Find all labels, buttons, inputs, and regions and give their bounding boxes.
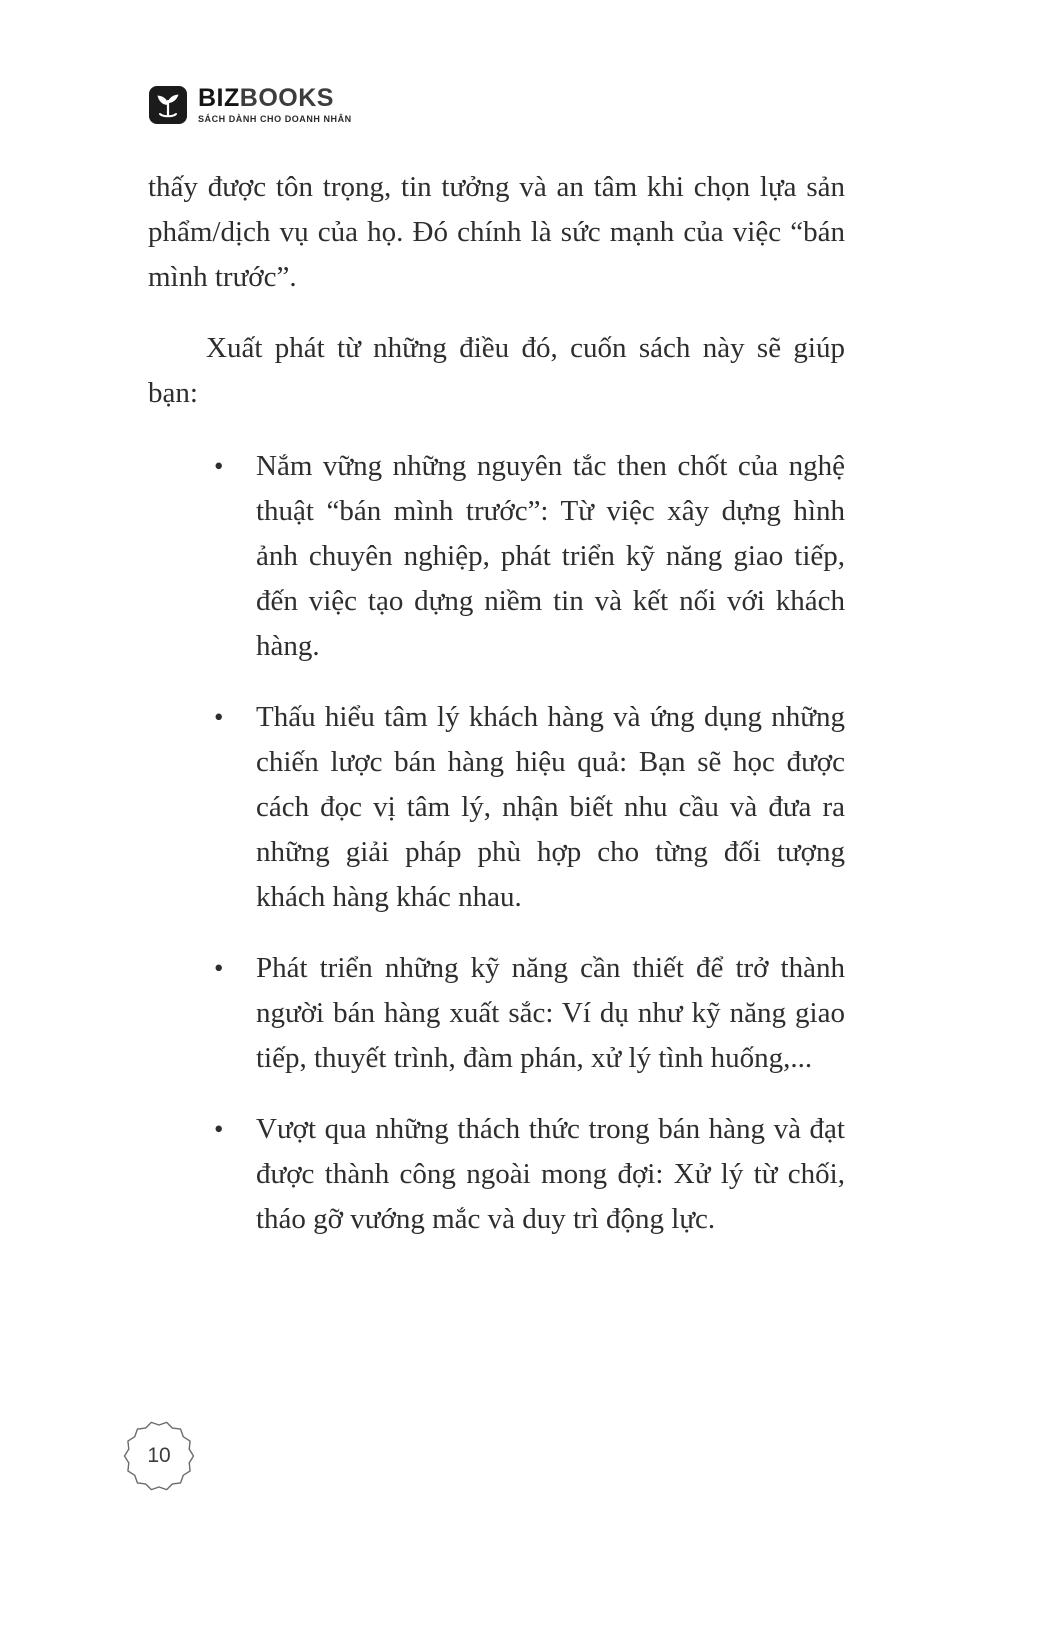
- list-item: [214, 946, 845, 1081]
- brand-biz: BIZ: [198, 84, 240, 112]
- publisher-header: [148, 85, 845, 125]
- bullet-text: Thấu hiểu tâm lý khách hàng và ứng dụng những chiến lược bán hàng hiệu quả: Bạn sẽ học được cách đọc vị tâm lý, nhận biết nhu cầu và đưa ra những giải pháp phù hợp cho từng đối tượng khách hàng khác nhau.: [256, 701, 845, 913]
- bullet-text: Phát triển những kỹ năng cần thiết để trở thành người bán hàng xuất sắc: Ví dụ như kỹ năng giao tiếp, thuyết trình, đàm phán, xử lý tình huống,...: [256, 952, 845, 1074]
- brand-name: [198, 85, 352, 111]
- brand-tagline: SÁCH DÀNH CHO DOANH NHÂN: [198, 114, 352, 125]
- paragraph-2: Xuất phát từ những điều đó, cuốn sách này sẽ giúp bạn:: [148, 332, 845, 409]
- bullet-text: Vượt qua những thách thức trong bán hàng và đạt được thành công ngoài mong đợi: Xử lý từ chối, tháo gỡ vướng mắc và duy trì động lực.: [256, 1113, 845, 1235]
- bullet-text: Nắm vững những nguyên tắc then chốt của nghệ thuật “bán mình trước”: Từ việc xây dựng hình ảnh chuyên nghiệp, phát triển kỹ năng giao tiếp, đến việc tạo dựng niềm tin và kết nối với khách hàng.: [256, 450, 845, 662]
- publisher-brand: [198, 85, 352, 124]
- bullet-list: [148, 444, 845, 1242]
- list-item: [214, 444, 845, 669]
- bizbooks-logo-icon: [148, 85, 188, 125]
- page-number: 10: [147, 1444, 171, 1467]
- page-body-text: [148, 165, 845, 1242]
- bullet-icon: •: [214, 953, 224, 983]
- paragraph-1: thấy được tôn trọng, tin tưởng và an tâm khi chọn lựa sản phẩm/dịch vụ của họ. Đó chính là sức mạnh của việc “bán mình trước”.: [148, 171, 845, 293]
- brand-books: BOOKS: [239, 84, 334, 112]
- list-item: [214, 695, 845, 920]
- bullet-icon: •: [214, 702, 224, 732]
- page-number-badge: [123, 1420, 195, 1492]
- list-item: [214, 1107, 845, 1242]
- bullet-icon: •: [214, 1114, 224, 1144]
- bullet-icon: •: [214, 451, 224, 481]
